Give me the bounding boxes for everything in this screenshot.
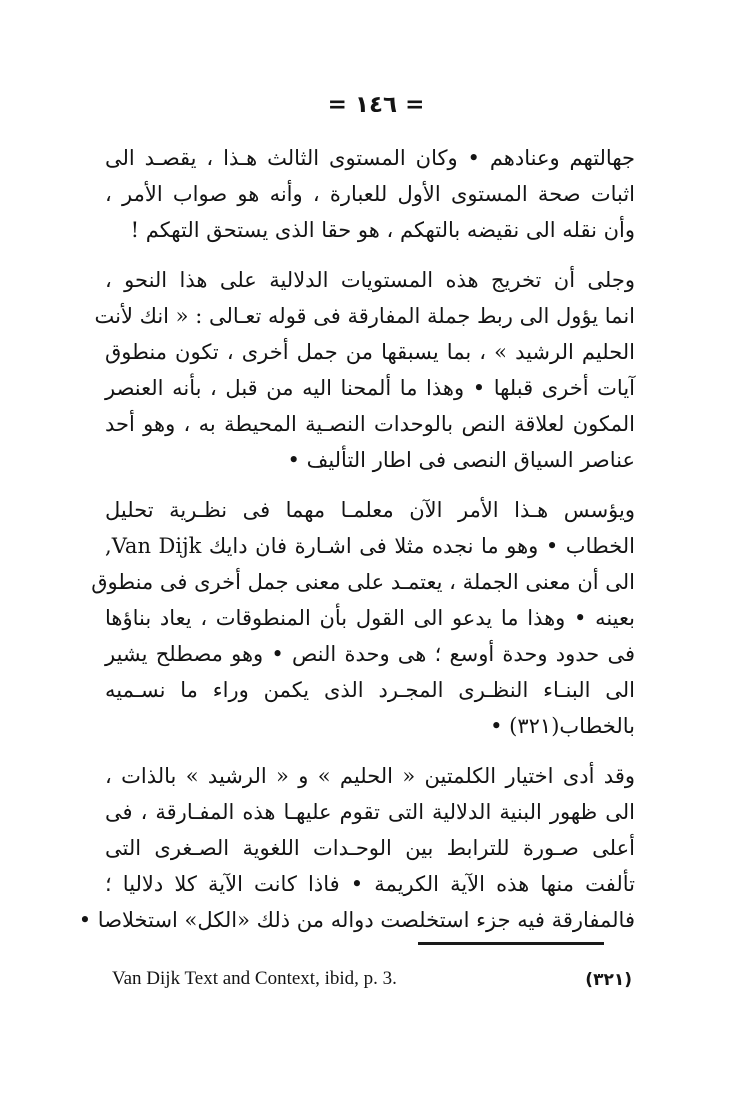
footnote-divider [418,942,604,945]
text-line: فالمفارقة فيه جزء استخلصت دواله من ذلك «الكل» استخلاصا • [78,908,635,932]
text-line: اثبات صحة المستوى الأول للعبارة ، وأنه هو صواب الأمر ، [105,182,635,206]
footnote-text: Van Dijk Text and Context, ibid, p. 3. [112,968,397,989]
text-line: بعينه • وهذا ما يدعو الى القول بأن المنطوقات ، يعاد بناؤها [105,606,635,630]
text-line: تألفت منها هذه الآية الكريمة • فاذا كانت الآية كلا دلاليا ؛ [105,872,635,896]
text-line: انما يؤول الى ربط جملة المفارقة فى قوله تعـالى : « انك لأنت [94,304,635,328]
text-line: ويؤسس هـذا الأمر الآن معلمـا مهما فى نظـرية تحليل [105,498,635,522]
text-line: فى حدود وحدة أوسع ؛ هى وحدة النص • وهو مصطلح يشير [105,642,635,666]
text-line: بالخطاب(٣٢١) • [490,714,635,738]
text-line: الى البنـاء النظـرى المجـرد الذى يكمن وراء ما نسـميه [105,678,635,702]
text-line: الخطاب • وهو ما نجده مثلا فى اشـارة فان دايك Van Dijk, [105,534,635,558]
footnote-number: (٣٢١) [585,970,632,990]
text-line: الحليم الرشيد » ، بما يسبقها من جمل أخرى ، تكون منطوق [105,340,635,364]
text-line: آيات أخرى قبلها • وهذا ما ألمحنا اليه من قبل ، بأنه العنصر [105,376,635,400]
text-line: وأن نقله الى نقيضه بالتهكم ، هو حقا الذى يستحق التهكم ! [130,218,635,242]
text-line: الى أن معنى الجملة ، يعتمـد على معنى جمل أخرى فى منطوق [91,570,635,594]
text-line: وقد أدى اختيار الكلمتين « الحليم » و « الرشيد » بالذات ، [105,764,635,788]
paragraph-4 [78,758,635,938]
page-number: = ١٤٦ = [327,92,425,118]
text-line: الى ظهور البنية الدلالية التى تقوم عليهـا هذه المفـارقة ، فى [105,800,635,824]
text-line: جهالتهم وعنادهم • وكان المستوى الثالث هـذا ، يقصـد الى [105,146,635,170]
footnote [112,968,632,998]
body-text [78,140,635,952]
paragraph-3 [91,492,635,744]
text-line: وجلى أن تخريج هذه المستويات الدلالية على هذا النحو ، [105,268,635,292]
paragraph-1 [105,140,635,248]
text-line: المكون لعلاقة النص بالوحدات النصـية المحيطة به ، وهو أحد [105,412,635,436]
text-line: عناصر السياق النصى فى اطار التأليف • [287,448,635,472]
text-line: أعلى صـورة للترابط بين الوحـدات اللغوية الصـغرى التى [105,836,635,860]
paragraph-2 [94,262,635,478]
